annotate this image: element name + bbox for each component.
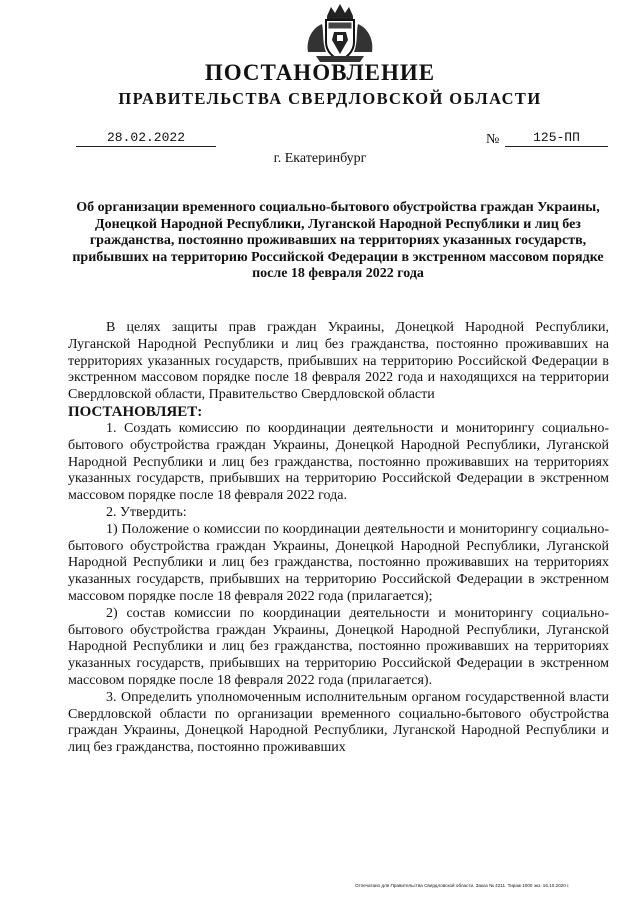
number-label: № <box>486 132 500 147</box>
paragraph-3: 3. Определить уполномоченным исполнительным органом государственной власти Свердловской области по организации временного социально-бытового обустройства граждан Украины, Донецкой Народной Республики, Луганской Народной Республики и лиц без гражданства, постоянно проживавших <box>68 689 609 756</box>
issuing-authority: ПРАВИТЕЛЬСТВА СВЕРДЛОВСКОЙ ОБЛАСТИ <box>118 89 542 108</box>
document-type: ПОСТАНОВЛЕНИЕ <box>204 60 436 85</box>
paragraph-2-1: 1) Положение о комиссии по координации деятельности и мониторингу социально-бытового обустройства граждан Украины, Донецкой Народной Республики, Луганской Народной Республики и лиц без гражданства, постоянно проживавших на территориях указанных государств, прибывших на территорию Российской Федерации в экстренном массовом порядке после 18 февраля 2022 года (прилагается); <box>68 521 609 604</box>
resolves-heading: ПОСТАНОВЛЯЕТ: <box>68 403 203 420</box>
paragraph-2-2: 2) состав комиссии по координации деятельности и мониторингу социально-бытового обустройства граждан Украины, Донецкой Народной Республики, Луганской Народной Республики и лиц без гражданства, постоянно проживавших на территориях указанных государств, прибывших на территорию Российской Федерации в экстренном массовом порядке после 18 февраля 2022 года (прилагается). <box>68 605 609 688</box>
document-body <box>68 320 609 757</box>
paragraph-1: 1. Создать комиссию по координации деятельности и мониторингу социально-бытового обустройства граждан Украины, Донецкой Народной Республики, Луганской Народной Республики и лиц без гражданства, постоянно проживавших на территориях указанных государств, прибывших на территорию Российской Федерации в экстренном массовом порядке после 18 февраля 2022 года. <box>68 420 609 504</box>
document-number: 125-ПП <box>505 130 608 147</box>
coat-of-arms-icon <box>302 2 378 64</box>
document-city: г. Екатеринбург <box>273 151 367 166</box>
paragraph-2: 2. Утвердить: <box>106 504 187 520</box>
print-footer: Отпечатано для Правительства Свердловской области. Заказ № 4211. Тираж 1000 экз. 16.10.2020 г. <box>355 883 570 888</box>
preamble-paragraph: В целях защиты прав граждан Украины, Донецкой Народной Республики, Луганской Народной Республики и лиц без гражданства, постоянно проживавших на территориях указанных государств, прибывших на территорию Российской Федерации в экстренном массовом порядке после 18 февраля 2022 года и находящихся на территории Свердловской области, Правительство Свердловской области <box>68 320 609 403</box>
document-date: 28.02.2022 <box>76 130 216 147</box>
document-title: Об организации временного социально-бытового обустройства граждан Украины, Донецкой Народной Республики, Луганской Народной Республики и лиц без гражданства, постоянно проживавших на территориях указанных государств, прибывших на территорию Российской Федерации в экстренном массовом порядке после 18 февраля 2022 года <box>72 200 604 281</box>
